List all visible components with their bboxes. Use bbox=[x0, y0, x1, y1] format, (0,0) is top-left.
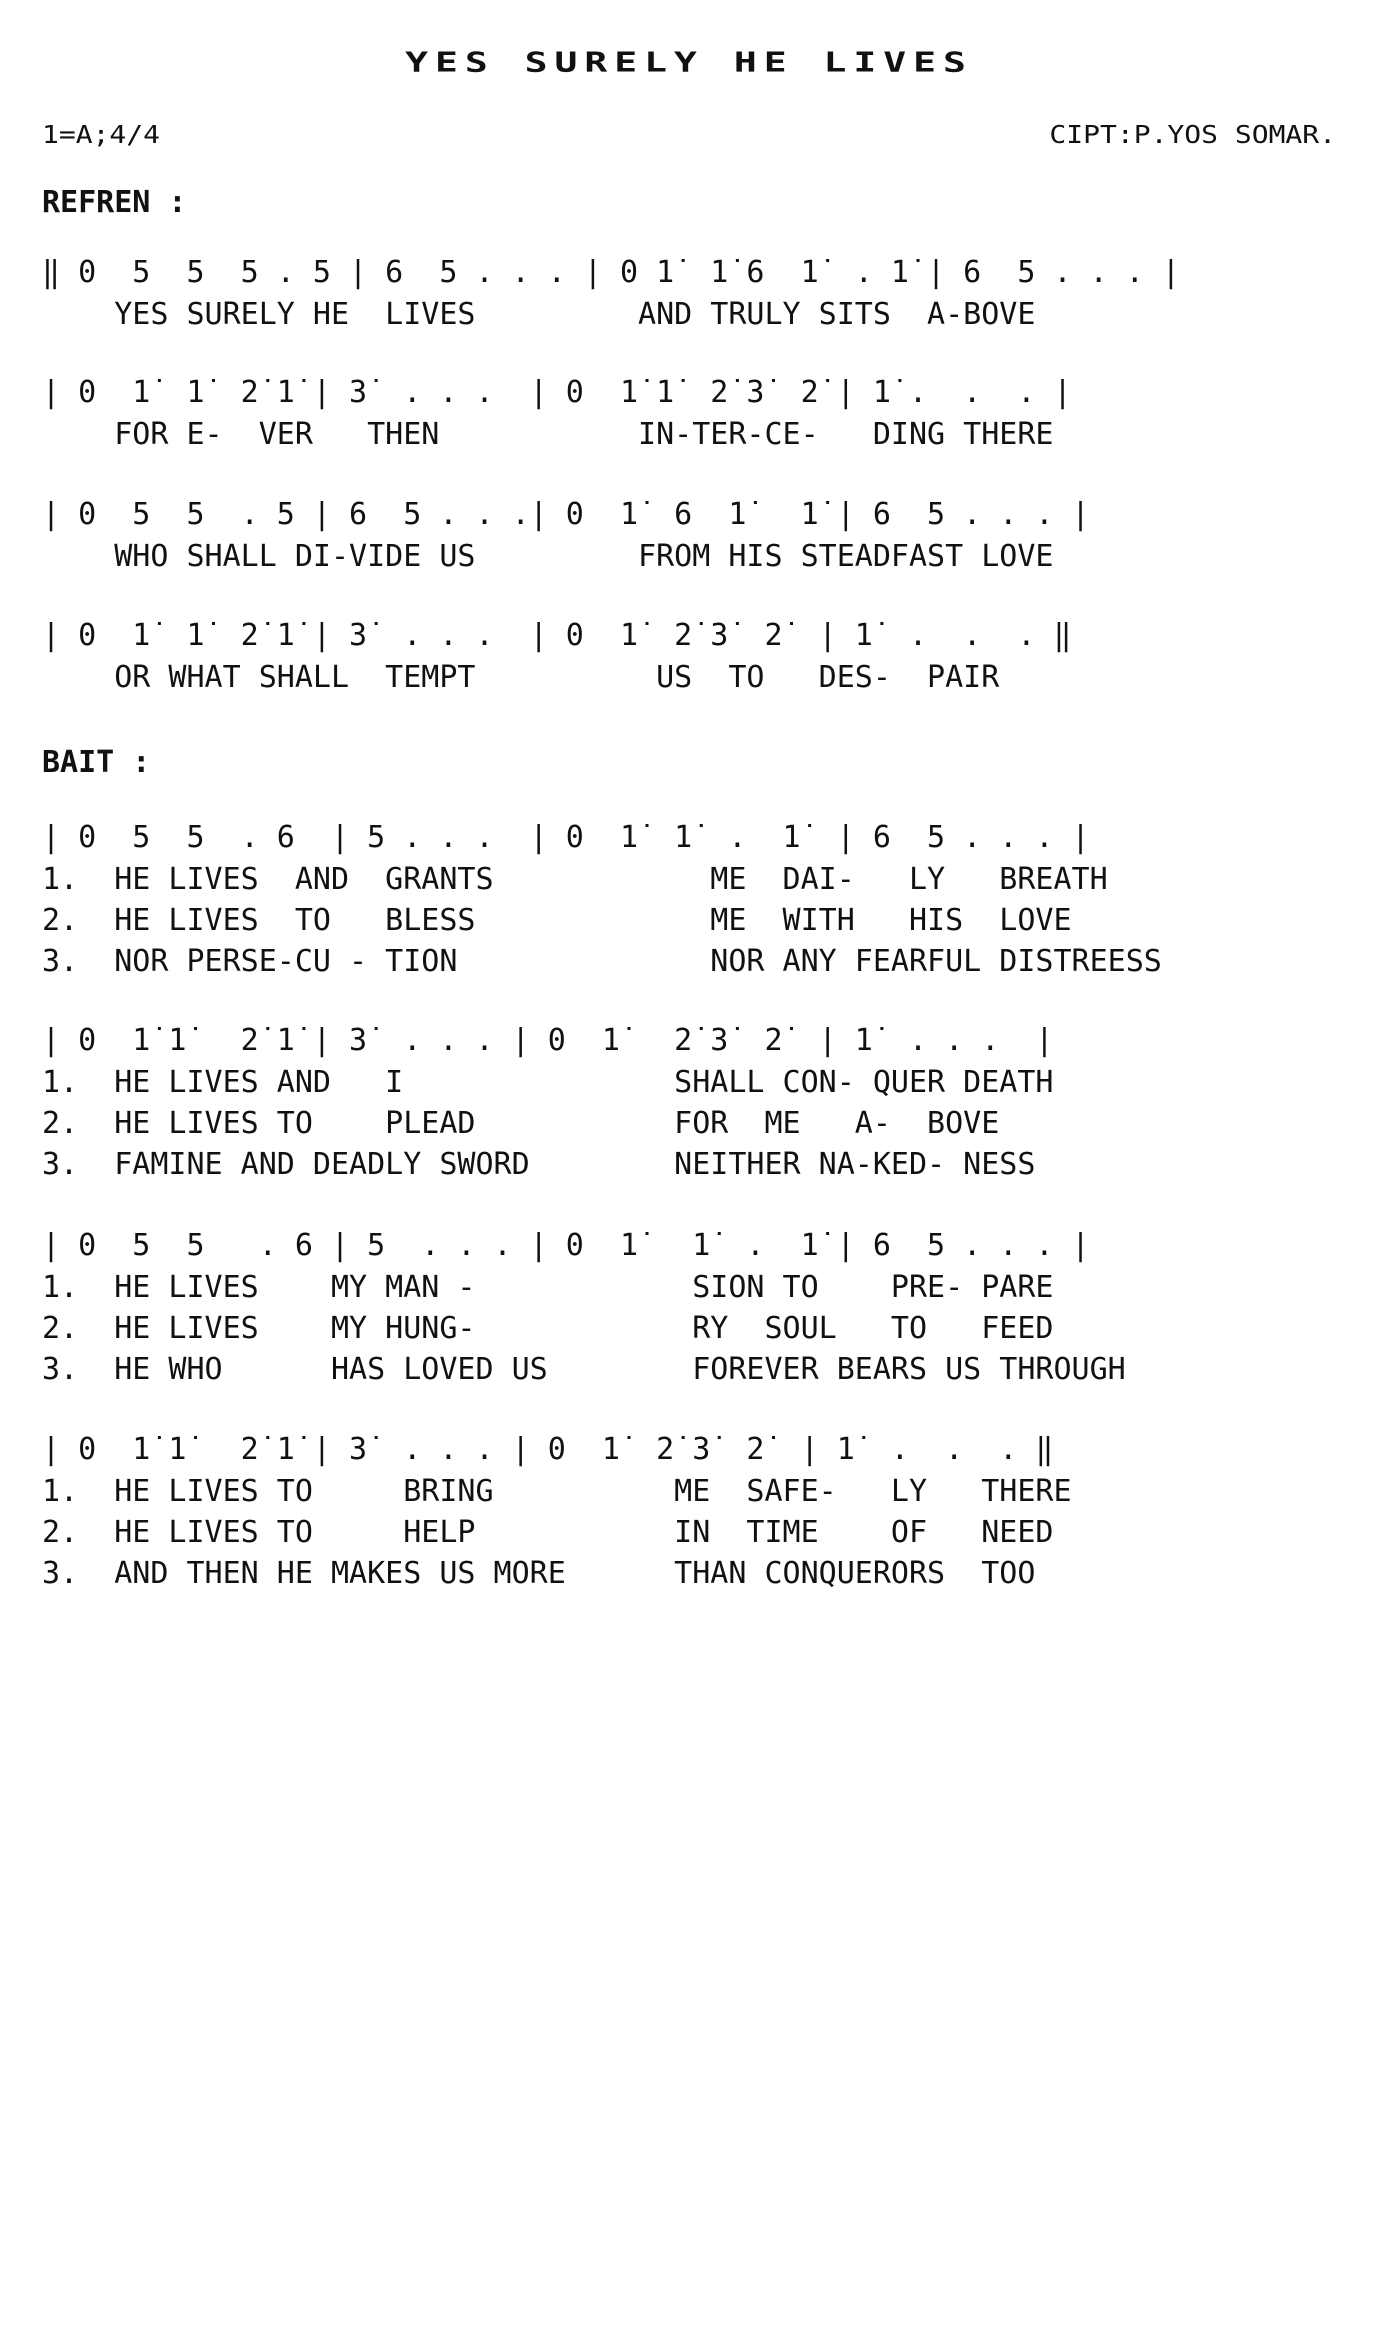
lyric-line: 3. HE WHO HAS LOVED US FOREVER BEARS US THROUGH bbox=[42, 1352, 1126, 1387]
notation-line: ‖ 0 5 5 5 . 5 | 6 5 . . . | 0 1̇ 1̇ 6 1̇ . 1̇ | 6 5 . . . | bbox=[42, 255, 1180, 290]
section-label: REFREN : bbox=[42, 185, 187, 220]
notation-line: | 0 1̇ 1̇ 2̇ 1̇ | 3̇ . . . | 0 1̇ 2̇ 3̇ 2̇ | 1̇ . . . ‖ bbox=[42, 1432, 1054, 1467]
song-title: YES SURELY HE LIVES bbox=[405, 46, 973, 78]
lyric-line: 1. HE LIVES AND I SHALL CON- QUER DEATH bbox=[42, 1065, 1054, 1100]
notation-line: | 0 5 5 . 6 | 5 . . . | 0 1̇ 1̇ . 1̇ | 6 5 . . . | bbox=[42, 1228, 1090, 1263]
notation-line: | 0 1̇ 1̇ 2̇ 1̇ | 3̇ . . . | 0 1̇ 2̇ 3̇ 2̇ | 1̇ . . . ‖ bbox=[42, 618, 1072, 653]
lyric-line: OR WHAT SHALL TEMPT US TO DES- PAIR bbox=[42, 660, 1000, 695]
lyric-line: 2. HE LIVES TO BLESS ME WITH HIS LOVE bbox=[42, 903, 1072, 938]
lyric-line: 1. HE LIVES AND GRANTS ME DAI- LY BREATH bbox=[42, 862, 1108, 897]
lyric-line: 3. AND THEN HE MAKES US MORE THAN CONQUERORS TOO bbox=[42, 1556, 1036, 1591]
lyric-line: FOR E- VER THEN IN-TER-CE- DING THERE bbox=[42, 417, 1054, 452]
section-label: BAIT : bbox=[42, 745, 151, 780]
notation-line: | 0 1̇ 1̇ 2̇ 1̇ | 3̇ . . . | 0 1̇ 2̇ 3̇ 2̇ | 1̇ . . . | bbox=[42, 1023, 1054, 1058]
key-signature: 1=A;4/4 bbox=[42, 119, 161, 150]
lyric-line: 2. HE LIVES TO HELP IN TIME OF NEED bbox=[42, 1515, 1054, 1550]
lyric-line: WHO SHALL DI-VIDE US FROM HIS STEADFAST LOVE bbox=[42, 539, 1054, 574]
notation-line: | 0 5 5 . 6 | 5 . . . | 0 1̇ 1̇ . 1̇ | 6 5 . . . | bbox=[42, 820, 1090, 855]
composer-credit: CIPT:P.YOS SOMAR. bbox=[1049, 119, 1336, 150]
notation-line: | 0 5 5 . 5 | 6 5 . . .| 0 1̇ 6 1̇ 1̇ | 6 5 . . . | bbox=[42, 497, 1090, 532]
lyric-line: 3. NOR PERSE-CU - TION NOR ANY FEARFUL DISTREESS bbox=[42, 944, 1162, 979]
lyric-line: 3. FAMINE AND DEADLY SWORD NEITHER NA-KED- NESS bbox=[42, 1147, 1036, 1182]
lyric-line: 1. HE LIVES TO BRING ME SAFE- LY THERE bbox=[42, 1474, 1072, 1509]
lyric-line: 2. HE LIVES TO PLEAD FOR ME A- BOVE bbox=[42, 1106, 1000, 1141]
lyric-line: 1. HE LIVES MY MAN - SION TO PRE- PARE bbox=[42, 1270, 1054, 1305]
lyric-line: 2. HE LIVES MY HUNG- RY SOUL TO FEED bbox=[42, 1311, 1054, 1346]
lyric-line: YES SURELY HE LIVES AND TRULY SITS A-BOVE bbox=[42, 297, 1036, 332]
notation-line: | 0 1̇ 1̇ 2̇ 1̇ | 3̇ . . . | 0 1̇ 1̇ 2̇ 3̇ 2̇ | 1̇ . . . | bbox=[42, 375, 1072, 410]
